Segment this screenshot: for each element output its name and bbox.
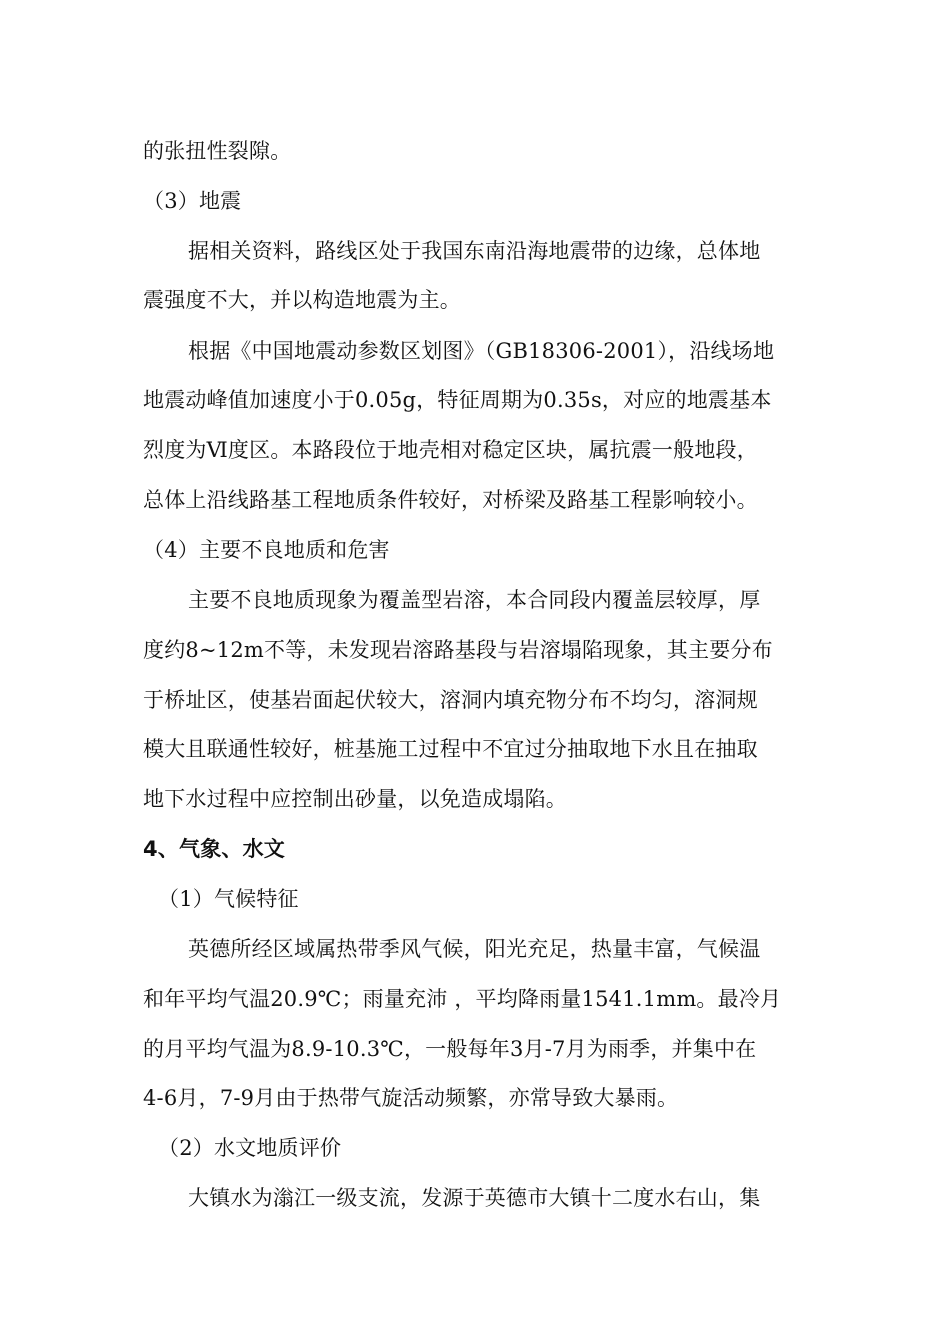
paragraph-line: 英德所经区域属热带季风气候，阳光充足，热量丰富，气候温 — [188, 937, 761, 961]
paragraph-line: 据相关资料，路线区处于我国东南沿海地震带的边缘，总体地 — [188, 239, 761, 263]
paragraph-line: 度约8~12m不等，未发现岩溶路基段与岩溶塌陷现象，其主要分布 — [143, 638, 773, 662]
paragraph-line: 主要不良地质现象为覆盖型岩溶，本合同段内覆盖层较厚，厚 — [188, 588, 761, 612]
paragraph-line: 的月平均气温为8.9-10.3℃，一般每年3月-7月为雨季，并集中在 — [143, 1037, 757, 1061]
section-heading-earthquake: （3）地震 — [143, 189, 242, 213]
paragraph-line: 和年平均气温20.9℃；雨量充沛 ，平均降雨量1541.1mm。最冷月 — [143, 987, 782, 1011]
paragraph-line: 总体上沿线路基工程地质条件较好，对桥梁及路基工程影响较小。 — [143, 488, 758, 512]
section-heading-weather-hydrology: 4、气象、水文 — [143, 837, 286, 861]
paragraph-line: 的张扭性裂隙。 — [143, 139, 292, 163]
paragraph-line: 根据《中国地震动参数区划图》（GB18306-2001），沿线场地 — [188, 339, 775, 363]
paragraph-line: 地下水过程中应控制出砂量，以免造成塌陷。 — [143, 787, 567, 811]
section-heading-geological-hazards: （4）主要不良地质和危害 — [143, 538, 390, 562]
paragraph-line: 大镇水为滃江一级支流，发源于英德市大镇十二度水右山，集 — [188, 1186, 761, 1210]
section-heading-hydrogeology: （2）水文地质评价 — [158, 1136, 342, 1160]
paragraph-line: 于桥址区，使基岩面起伏较大，溶洞内填充物分布不均匀，溶洞规 — [143, 688, 758, 712]
section-heading-climate: （1）气候特征 — [158, 887, 299, 911]
paragraph-line: 模大且联通性较好，桩基施工过程中不宜过分抽取地下水且在抽取 — [143, 737, 758, 761]
paragraph-line: 地震动峰值加速度小于0.05g，特征周期为0.35s，对应的地震基本 — [143, 388, 772, 412]
paragraph-line: 4-6月，7-9月由于热带气旋活动频繁，亦常导致大暴雨。 — [143, 1086, 679, 1110]
paragraph-line: 烈度为Ⅵ度区。本路段位于地壳相对稳定区块，属抗震一般地段， — [143, 438, 758, 462]
paragraph-line: 震强度不大，并以构造地震为主。 — [143, 288, 461, 312]
